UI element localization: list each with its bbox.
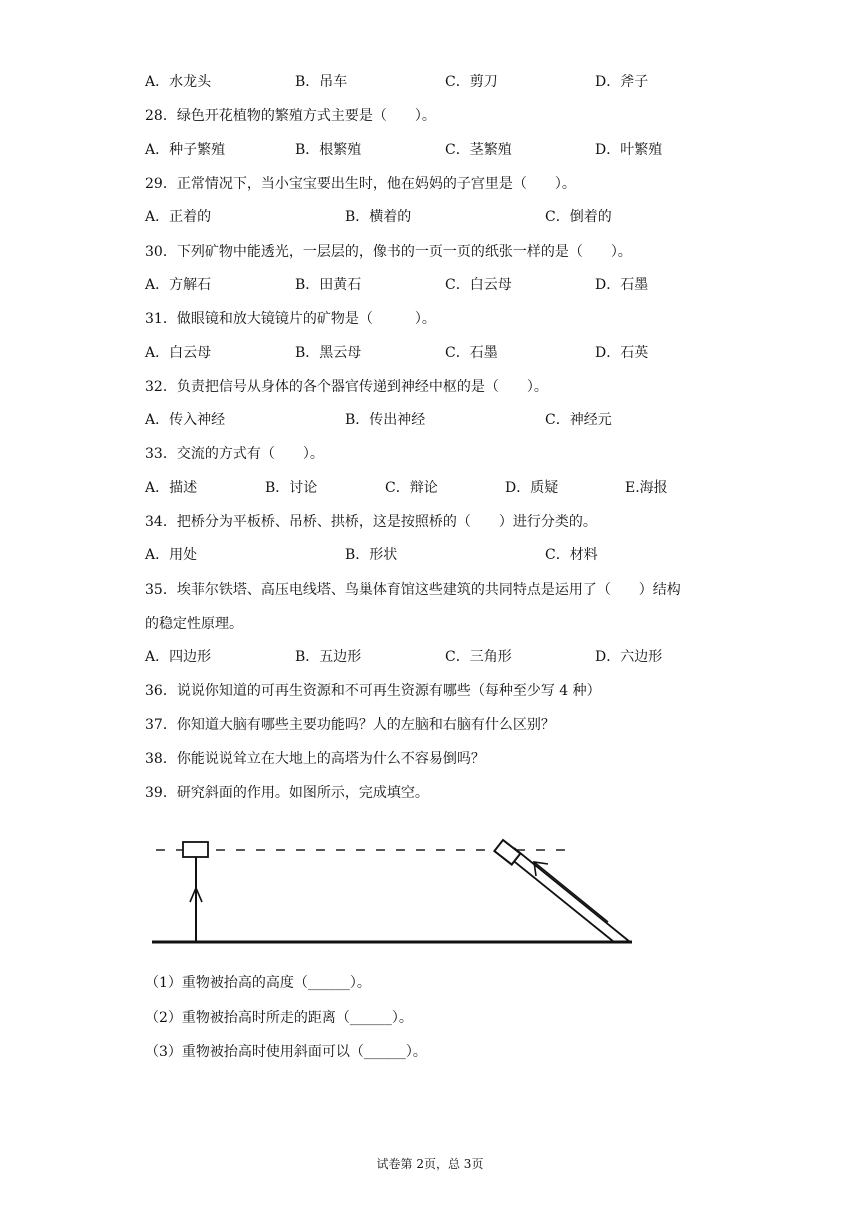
option-c: C．白云母 [445, 277, 512, 293]
option-b: B．田黄石 [295, 277, 362, 293]
option-a: A．四边形 [145, 649, 212, 665]
question-34-stem: 34．把桥分为平板桥、吊桥、拱桥，这是按照桥的（ ）进行分类的。 [145, 514, 597, 530]
question-36: 36．说说你知道的可再生资源和不可再生资源有哪些（每种至少写 4 种） [145, 683, 601, 699]
option-b: B．吊车 [295, 74, 348, 90]
incline-line-inner [514, 848, 630, 942]
option-c: C．三角形 [445, 649, 512, 665]
option-a: A．描述 [145, 480, 198, 496]
question-37: 37．你知道大脑有哪些主要功能吗？人的左脑和右脑有什么区别？ [145, 717, 555, 733]
option-d: D．石英 [595, 345, 649, 361]
option-c: C．剪刀 [445, 74, 498, 90]
option-a: A．正着的 [145, 209, 212, 225]
question-28-stem: 28．绿色开花植物的繁殖方式主要是（ ）。 [145, 108, 436, 124]
option-b: B．形状 [345, 547, 398, 563]
option-e: E.海报 [625, 480, 668, 496]
option-a: A．种子繁殖 [145, 142, 226, 158]
option-d: D．叶繁殖 [595, 142, 663, 158]
question-33-stem: 33．交流的方式有（ ）。 [145, 446, 324, 462]
option-a: A．水龙头 [145, 74, 212, 90]
option-c: C．神经元 [545, 412, 612, 428]
option-b: B．横着的 [345, 209, 412, 225]
option-d: D．六边形 [595, 649, 663, 665]
blank-1: （1）重物被抬高的高度（______）。 [145, 975, 371, 991]
option-b: B．传出神经 [345, 412, 426, 428]
blank-2: （2）重物被抬高时所走的距离（______）。 [145, 1010, 413, 1026]
option-a: A．传入神经 [145, 412, 226, 428]
question-30-stem: 30．下列矿物中能透光，一层层的，像书的一页一页的纸张一样的是（ ）。 [145, 244, 632, 260]
incline-line-outer [500, 850, 614, 942]
option-d: D．质疑 [505, 480, 559, 496]
question-32-stem: 32．负责把信号从身体的各个器官传递到神经中枢的是（ ）。 [145, 379, 548, 395]
option-c: C．辩论 [385, 480, 438, 496]
option-a: A．白云母 [145, 345, 212, 361]
option-c: C．倒着的 [545, 209, 612, 225]
option-c: C．材料 [545, 547, 598, 563]
question-39: 39．研究斜面的作用。如图所示，完成填空。 [145, 785, 429, 801]
option-d: D．斧子 [595, 74, 649, 90]
incline-figure [150, 826, 640, 950]
option-b: B．讨论 [265, 480, 318, 496]
option-a: A．用处 [145, 547, 198, 563]
incline-arrow-shaft [534, 862, 608, 922]
option-d: D．石墨 [595, 277, 649, 293]
option-b: B．根繁殖 [295, 142, 362, 158]
page-footer: 试卷第 2页，总 3页 [376, 1157, 484, 1171]
option-b: B．五边形 [295, 649, 362, 665]
option-c: C．石墨 [445, 345, 498, 361]
option-b: B．黑云母 [295, 345, 362, 361]
option-c: C．茎繁殖 [445, 142, 512, 158]
question-29-stem: 29．正常情况下，当小宝宝要出生时，他在妈妈的子宫里是（ ）。 [145, 176, 576, 192]
incline-weight-box [494, 840, 520, 865]
question-35-stem-continued: 的稳定性原理。 [145, 616, 243, 632]
weight-box [183, 842, 208, 857]
option-a: A．方解石 [145, 277, 212, 293]
blank-3: （3）重物被抬高时使用斜面可以（______）。 [145, 1044, 427, 1060]
question-35-stem: 35．埃菲尔铁塔、高压电线塔、鸟巢体育馆这些建筑的共同特点是运用了（ ）结构 [145, 582, 681, 598]
question-38: 38．你能说说耸立在大地上的高塔为什么不容易倒吗？ [145, 751, 485, 767]
question-31-stem: 31．做眼镜和放大镜镜片的矿物是（ ）。 [145, 311, 436, 327]
